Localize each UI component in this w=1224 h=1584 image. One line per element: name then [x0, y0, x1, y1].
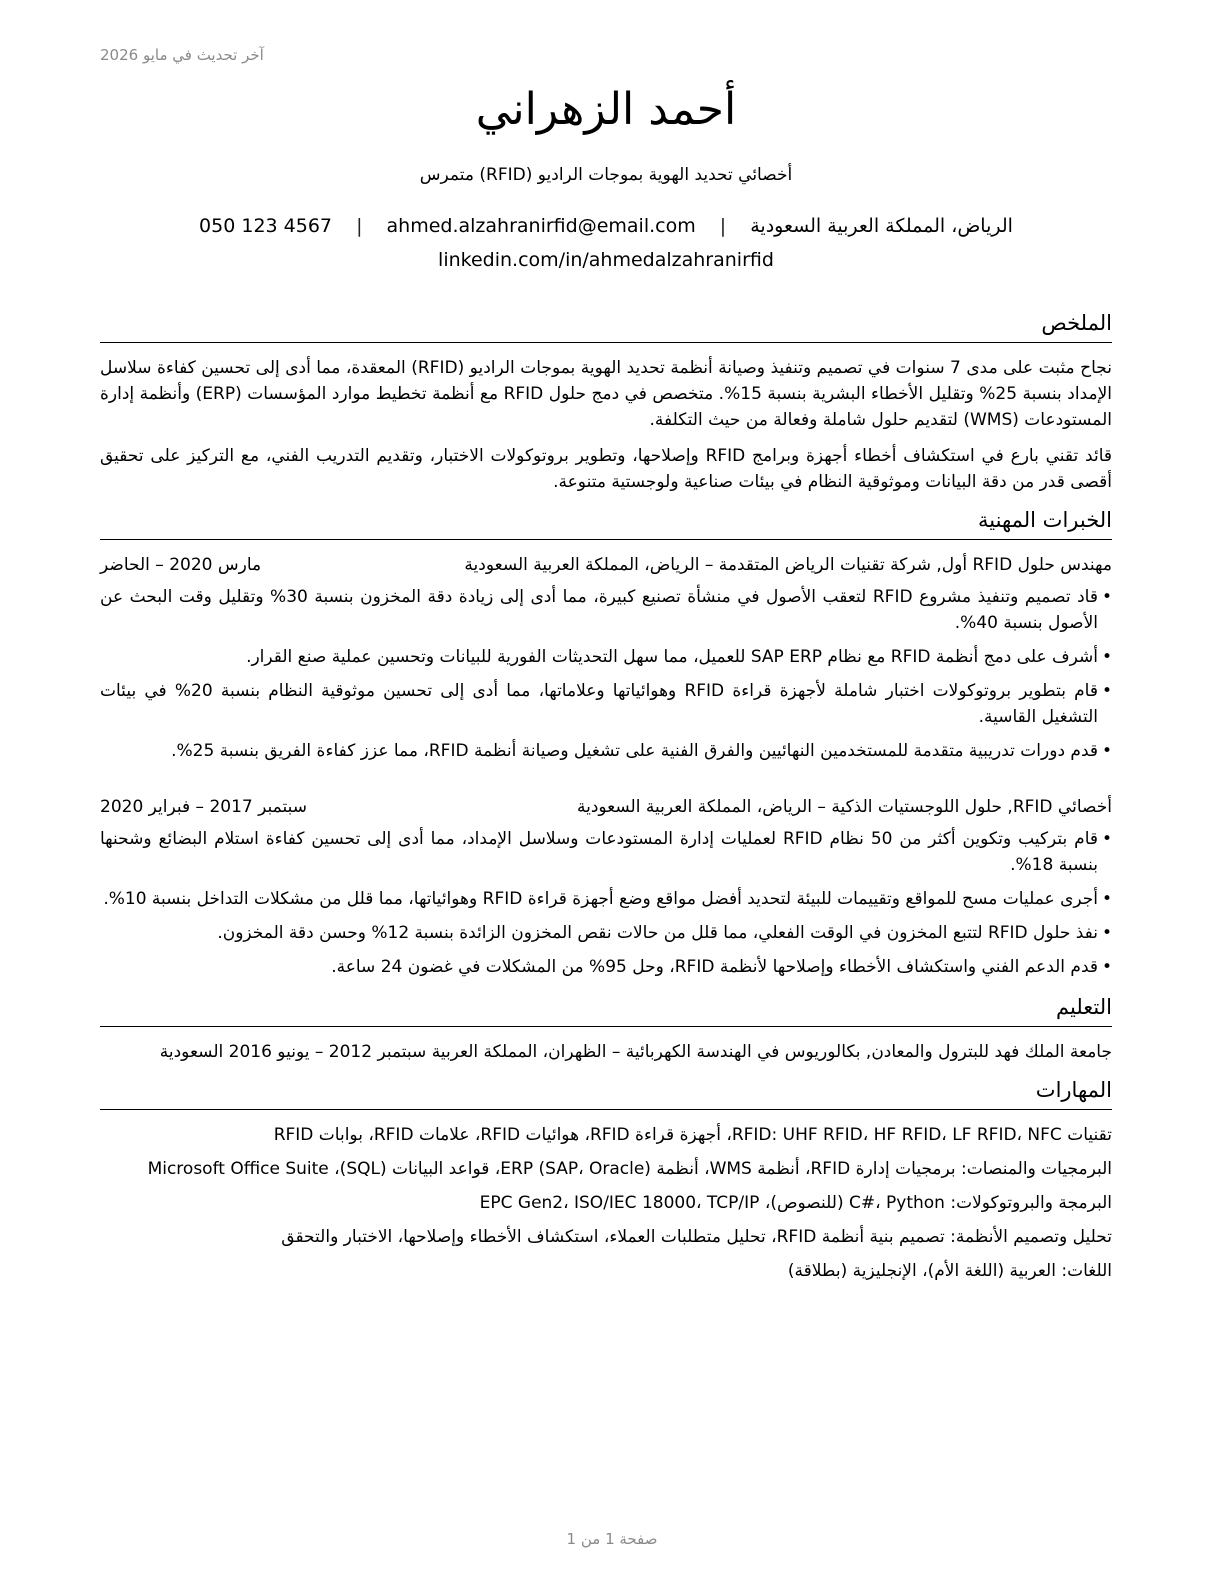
job-bullets: [100, 584, 1112, 764]
skills-line: البرمجيات والمنصات: برمجيات إدارة RFID، أنظمة WMS، أنظمة ERP (SAP، Oracle)، قواعد البيانات (SQL)، Microsoft Office Suite: [147, 1159, 1112, 1179]
job-bullet: • قاد تصميم وتنفيذ مشروع RFID لتعقب الأصول في منشأة تصنيع كبيرة، مما أدى إلى زيادة دقة المخزون بنسبة 30% وتقليل وقت البحث عن الأصول بنسبة 40%.: [100, 584, 1112, 636]
resume-header: [100, 82, 1112, 277]
job-entry: [100, 552, 1112, 764]
education-section: [100, 992, 1112, 1065]
job-bullet: • أشرف على دمج أنظمة RFID مع نظام SAP ERP للعميل، مما سهل التحديثات الفورية للبيانات وتحسين عملية صنع القرار.: [100, 644, 1112, 670]
education-entry: جامعة الملك فهد للبترول والمعادن, بكالوريوس في الهندسة الكهربائية – الظهران، المملكة العربية سبتمبر 2012 – يونيو 2016 السعودية: [159, 1042, 1112, 1062]
contact-separator: |: [356, 215, 363, 237]
job-dates: سبتمبر 2017 – فبراير 2020: [100, 797, 307, 817]
resume-content: [100, 308, 1112, 1292]
job-header: [100, 794, 1112, 820]
job-gap: [100, 772, 1112, 794]
contact-email[interactable]: ahmed.alzahranirfid@email.com: [386, 215, 696, 237]
contact-line-2: [100, 243, 1112, 277]
skills-line: البرمجة والبروتوكولات: C#، Python (للنصوص)، EPC Gen2، ISO/IEC 18000، TCP/IP: [479, 1193, 1112, 1213]
contact-location: الرياض، المملكة العربية السعودية: [750, 215, 1013, 237]
experience-section: [100, 505, 1112, 980]
contact-line-1: [100, 209, 1112, 243]
job-header: [100, 552, 1112, 578]
contact-linkedin[interactable]: linkedin.com/in/ahmedalzahranirfid: [438, 249, 774, 271]
job-bullets: [100, 826, 1112, 980]
section-title-education: التعليم: [100, 992, 1112, 1027]
contact-phone: 050 123 4567: [199, 215, 333, 237]
job-bullet: • قام بتركيب وتكوين أكثر من 50 نظام RFID لعمليات إدارة المستودعات وسلاسل الإمداد، مما أدى إلى تحسين كفاءة استلام البضائع وشحنها بنسبة 18%.: [100, 826, 1112, 878]
section-title-experience: الخبرات المهنية: [100, 505, 1112, 540]
page-number: صفحة 1 من 1: [566, 1530, 658, 1548]
candidate-name: أحمد الزهراني: [475, 84, 737, 135]
contact-separator: |: [719, 215, 727, 237]
job-entry: [100, 794, 1112, 980]
summary-paragraph: قائد تقني بارع في استكشاف أخطاء أجهزة وبرامج RFID وإصلاحها، وتطوير بروتوكولات الاختبار، وتقديم التدريب الفني، مع التركيز على تحقيق أقصى قدر من دقة البيانات وموثوقية النظام في بيئات صناعية ولوجستية متنوعة.: [100, 446, 1113, 492]
section-title-summary: الملخص: [100, 308, 1112, 343]
skills-line: تحليل وتصميم الأنظمة: تصميم بنية أنظمة RFID، تحليل متطلبات العملاء، استكشاف الأخطاء وإصلاحها، الاختبار والتحقق: [281, 1227, 1112, 1247]
job-role-company: مهندس حلول RFID أول, شركة تقنيات الرياض المتقدمة – الرياض، المملكة العربية السعودية: [464, 555, 1112, 575]
summary-section: [100, 308, 1112, 495]
summary-paragraph: نجاح مثبت على مدى 7 سنوات في تصميم وتنفيذ وصيانة أنظمة تحديد الهوية بموجات الراديو (RFID) المعقدة، مما أدى إلى تحسين كفاءة سلاسل الإمداد بنسبة 25% وتقليل الأخطاء البشرية بنسبة 15%. متخصص في دمج حلول RFID مع أنظمة تخطيط موارد المؤسسات (ERP) وأنظمة إدارة المستودعات (WMS) لتقديم حلول شاملة وفعالة من حيث التكلفة.: [100, 358, 1113, 430]
contact-info: [100, 209, 1112, 277]
skills-line: تقنيات RFID: UHF RFID، HF RFID، LF RFID، NFC، أجهزة قراءة RFID، هوائيات RFID، علامات RFID، بوابات RFID: [273, 1125, 1112, 1145]
last-updated-text: آخر تحديث في مايو 2026: [100, 46, 264, 64]
job-bullet: • قام بتطوير بروتوكولات اختبار شاملة لأجهزة قراءة RFID وهوائياتها وعلاماتها، مما أدى إلى تحسين موثوقية النظام بنسبة 20% في بيئات التشغيل القاسية.: [100, 678, 1112, 730]
job-bullet: • قدم دورات تدريبية متقدمة للمستخدمين النهائيين والفرق الفنية على تشغيل وصيانة أنظمة RFID، مما عزز كفاءة الفريق بنسبة 25%.: [100, 738, 1112, 764]
candidate-subtitle: أخصائي تحديد الهوية بموجات الراديو (RFID) متمرس: [419, 165, 793, 185]
skills-line: اللغات: العربية (اللغة الأم)، الإنجليزية (بطلاقة): [787, 1261, 1112, 1281]
job-dates: مارس 2020 – الحاضر: [100, 555, 262, 575]
section-title-skills: المهارات: [100, 1075, 1112, 1110]
job-role-company: أخصائي RFID, حلول اللوجستيات الذكية – الرياض، المملكة العربية السعودية: [576, 797, 1112, 817]
job-bullet: • أجرى عمليات مسح للمواقع وتقييمات للبيئة لتحديد أفضل مواقع وضع أجهزة قراءة RFID وهوائياتها، مما قلل من مشكلات التداخل بنسبة 10%.: [100, 886, 1112, 912]
job-bullet: • قدم الدعم الفني واستكشاف الأخطاء وإصلاحها لأنظمة RFID، وحل 95% من المشكلات في غضون 24 ساعة.: [100, 954, 1112, 980]
job-bullet: • نفذ حلول RFID لتتبع المخزون في الوقت الفعلي، مما قلل من حالات نقص المخزون الزائدة بنسبة 12% وحسن دقة المخزون.: [100, 920, 1112, 946]
skills-section: [100, 1075, 1112, 1284]
